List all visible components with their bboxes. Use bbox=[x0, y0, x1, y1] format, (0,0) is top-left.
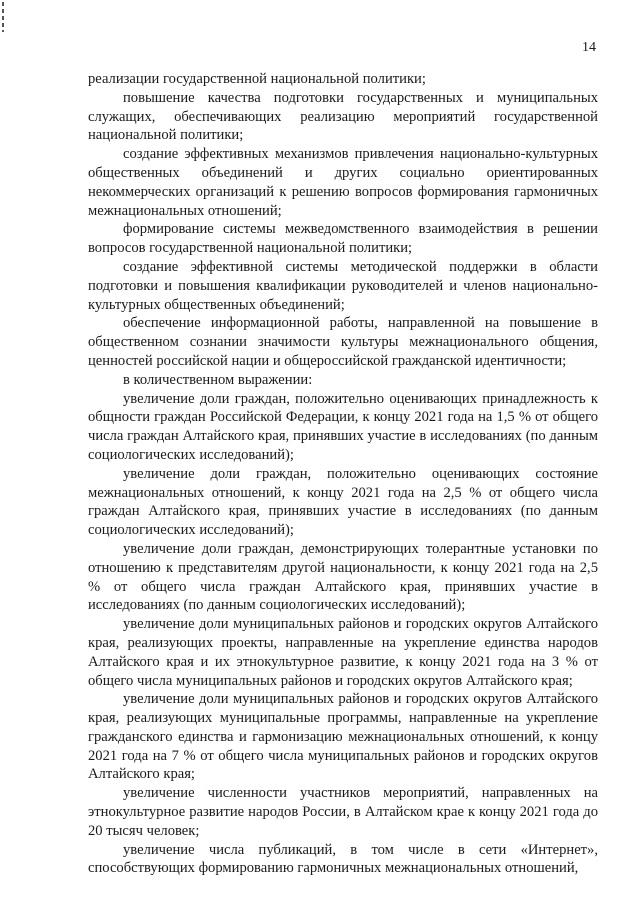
document-body bbox=[88, 70, 598, 878]
paragraph-ngo-mechanisms: создание эффективных механизмов привлечения национально-культурных общественных объединений и других социально ориентированных некоммерческих организаций к решению вопросов формирования гармоничных межнациональных отношений; bbox=[88, 146, 598, 219]
paragraph-continuation: реализации государственной национальной политики; bbox=[88, 71, 426, 87]
paragraph-indicator-participants: увеличение численности участников мероприятий, направленных на этнокультурное развитие народов России, в Алтайском крае к концу 2021 года до 20 тысяч человек; bbox=[88, 785, 598, 839]
paragraph-indicator-programs: увеличение доли муниципальных районов и городских округов Алтайского края, реализующих муниципальные программы, направленные на укрепление гражданского единства и гармонизацию межнациональных отношений, к концу 2021 года на 7 % от общего числа муниципальных районов и городских округов Алтайского края; bbox=[88, 691, 598, 783]
paragraph-indicator-relations: увеличение доли граждан, положительно оценивающих состояние межнациональных отношений, к концу 2021 года на 2,5 % от общего числа граждан Алтайского края, принявших участие в исследованиях (по данным социологических исследований); bbox=[88, 465, 598, 539]
scan-edge-mark bbox=[2, 2, 4, 32]
paragraph-indicator-tolerance: увеличение доли граждан, демонстрирующих толерантные установки по отношению к представителям другой национальности, к концу 2021 года на 2,5 % от общего числа граждан Алтайского края, принявших участие в исследованиях (по данным социологических исследований); bbox=[88, 540, 598, 614]
page-number: 14 bbox=[582, 40, 596, 55]
paragraph-indicator-projects: увеличение доли муниципальных районов и городских округов Алтайского края, реализующих проекты, направленные на укрепление единства народов Алтайского края и их этнокультурное развитие, к концу 2021 года на 3 % от общего числа муниципальных районов и городских округов Алтайского края; bbox=[88, 616, 598, 689]
paragraph-quantitative-heading: в количественном выражении: bbox=[123, 371, 313, 388]
paragraph-methodical-support: создание эффективной системы методической поддержки в области подготовки и повышения квалификации руководителей и членов национально-культурных общественных объединений; bbox=[88, 258, 598, 313]
paragraph-interagency-system: формирование системы межведомственного взаимодействия в решении вопросов государственной национальной политики; bbox=[88, 221, 598, 257]
paragraph-indicator-belonging: увеличение доли граждан, положительно оценивающих принадлежность к общности граждан Российской Федерации, к концу 2021 года на 1,5 % от общего числа граждан Алтайского края, принявших участие в исследованиях (по данным социологических исследований); bbox=[88, 390, 598, 463]
paragraph-information-work: обеспечение информационной работы, направленной на повышение в общественном сознании значимости культуры межнационального общения, ценностей российской нации и общероссийской гражданской идентичности; bbox=[88, 315, 598, 369]
paragraph-civil-servants-training: повышение качества подготовки государственных и муниципальных служащих, обеспечивающих реализацию мероприятий государственной национальной политики; bbox=[88, 89, 598, 144]
paragraph-indicator-publications: увеличение числа публикаций, в том числе в сети «Интернет», способствующих формированию гармоничных межнациональных отношений, bbox=[88, 841, 598, 877]
